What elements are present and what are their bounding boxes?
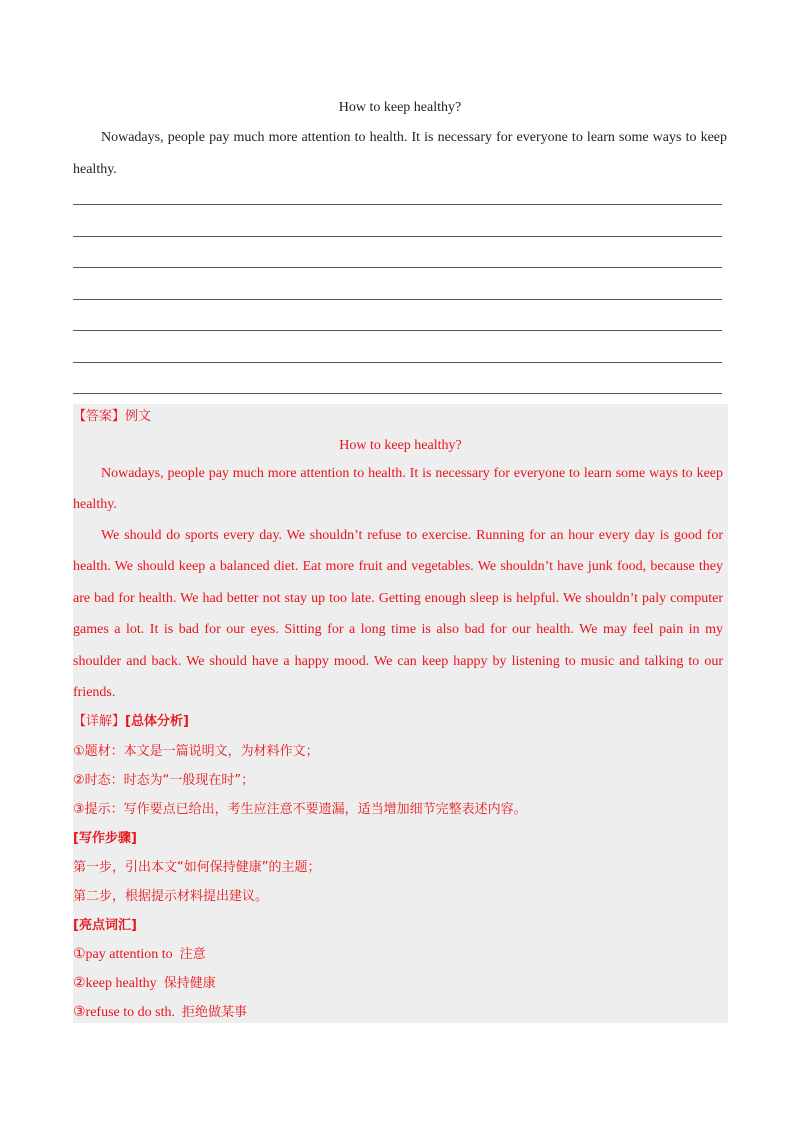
writing-line[interactable] <box>73 299 722 300</box>
answer-paragraph-1: Nowadays, people pay much more attention to health. It is necessary for everyone to learn some ways to keep healthy. <box>73 466 723 513</box>
vocab-item <box>73 1004 728 1022</box>
writing-line[interactable] <box>73 362 722 363</box>
analysis-point: ②时态：时态为“一般现在时”； <box>73 773 255 788</box>
answer-paragraph-2: We should do sports every day. We shouldn’t refuse to exercise. Running for an hour every day is good for health. We should keep a balanced diet. Eat more fruit and vegetables. We shouldn’t have junk food, because they are bad for health. We had better not stay up too late. Getting enough sleep is helpful. We shouldn’t paly computer games a lot. It is bad for our eyes. Sitting for a long time is also bad for our health. We may feel pain in my shoulder and back. We should have a happy mood. We can keep happy by listening to music and talking to our friends. <box>73 528 723 701</box>
task-prompt: Nowadays, people pay much more attention to health. It is necessary for everyone to learn some ways to keep healthy. <box>73 130 727 177</box>
writing-line[interactable] <box>73 236 722 237</box>
writing-step: 第二步，根据提示材料提出建议。 <box>73 889 269 904</box>
analysis-point: ①题材：本文是一篇说明文，为材料作文； <box>73 744 319 759</box>
vocab-en: ②keep healthy <box>73 976 157 991</box>
writing-step: 第一步，引出本文“如何保持健康”的主题； <box>73 860 321 875</box>
writing-line[interactable] <box>73 393 722 394</box>
overall-analysis-heading <box>73 713 728 731</box>
vocab-heading: [亮点词汇] <box>73 918 137 933</box>
vocab-item <box>73 975 728 993</box>
vocab-en: ①pay attention to <box>73 947 173 962</box>
writing-line[interactable] <box>73 267 722 268</box>
writing-line[interactable] <box>73 204 722 205</box>
task-title: How to keep healthy? <box>338 100 462 115</box>
overall-heading: [总体分析] <box>125 714 189 729</box>
answer-title: How to keep healthy? <box>339 438 462 453</box>
vocab-cn: 拒绝做某事 <box>181 1005 247 1020</box>
detail-prefix: 【详解】 <box>73 714 126 729</box>
answer-section <box>73 404 728 1023</box>
analysis-point: ③提示：写作要点已给出，考生应注意不要遗漏，适当增加细节完整表述内容。 <box>73 802 527 817</box>
steps-heading: [写作步骤] <box>73 831 137 846</box>
vocab-cn: 注意 <box>179 947 206 962</box>
vocab-cn: 保持健康 <box>163 976 216 991</box>
writing-line[interactable] <box>73 330 722 331</box>
vocab-en: ③refuse to do sth. <box>73 1005 175 1020</box>
vocab-item <box>73 946 728 964</box>
answer-heading: 【答案】例文 <box>73 409 152 424</box>
